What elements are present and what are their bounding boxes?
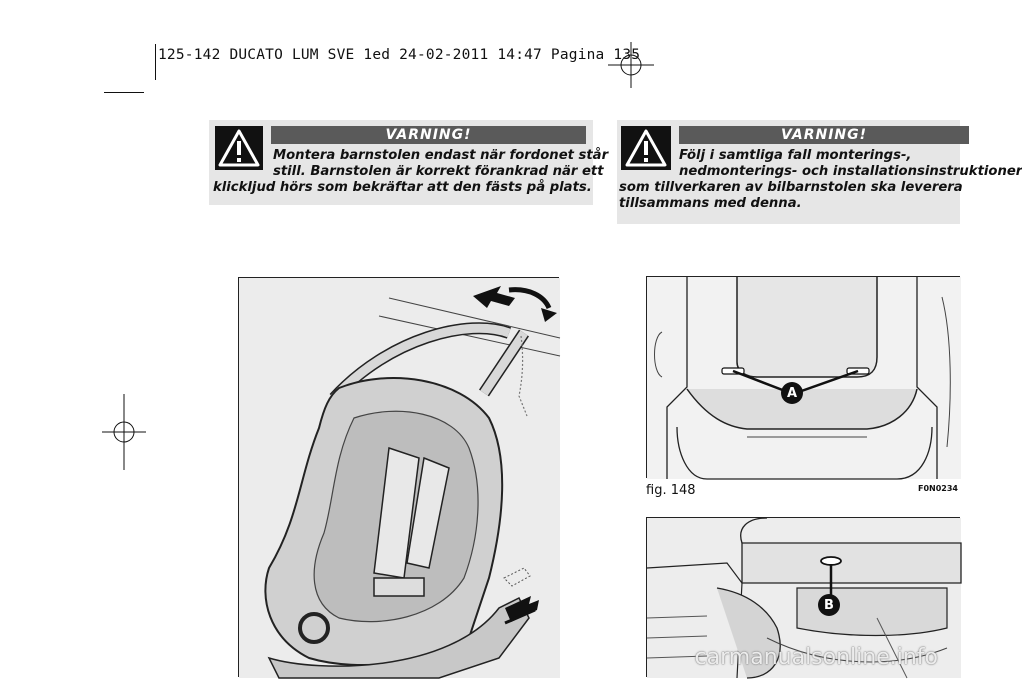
crop-mark-top-v: [155, 44, 156, 80]
registration-mark-left-icon: [100, 392, 150, 472]
seat-anchor-illustration: [647, 277, 961, 479]
callout-a-badge: [781, 382, 803, 404]
callout-b-badge: [818, 594, 840, 616]
warning-box-right: [617, 120, 1022, 224]
print-file-info: 125-142 DUCATO LUM SVE 1ed 24-02-2011 14:47 Pagina 135: [158, 47, 641, 63]
figure-148-code: F0N0234: [918, 484, 958, 493]
warning-line: som tillverkaren av bilbarnstolen ska leverera: [619, 180, 963, 195]
warning-line: tillsammans med denna.: [619, 196, 802, 211]
warning-box-left: [209, 120, 609, 205]
callout-b-label: B: [824, 597, 834, 613]
warning-text: [209, 148, 609, 196]
crop-mark-top-left-h: [104, 92, 144, 93]
figure-148-anchor-points: [646, 276, 960, 478]
warning-line: Följ i samtliga fall monterings-,: [679, 148, 912, 163]
warning-line: klickljud hörs som bekräftar att den fästs på plats.: [213, 180, 592, 195]
warning-title: VARNING!: [679, 126, 969, 144]
warning-line: nedmonterings- och installationsinstruktioner: [679, 164, 1022, 179]
child-seat-illustration: [239, 278, 560, 678]
figure-148-caption: fig. 148: [646, 483, 696, 498]
warning-line: still. Barnstolen är korrekt förankrad när ett: [273, 164, 604, 179]
figure-child-seat-install: [238, 277, 559, 677]
registration-mark-top-icon: [606, 40, 656, 90]
watermark-text: carmanualsonline.info: [694, 645, 938, 670]
warning-text: [617, 148, 1022, 212]
warning-line: Montera barnstolen endast när fordonet står: [273, 148, 609, 163]
callout-a-label: A: [786, 385, 798, 401]
warning-title: VARNING!: [271, 126, 586, 144]
